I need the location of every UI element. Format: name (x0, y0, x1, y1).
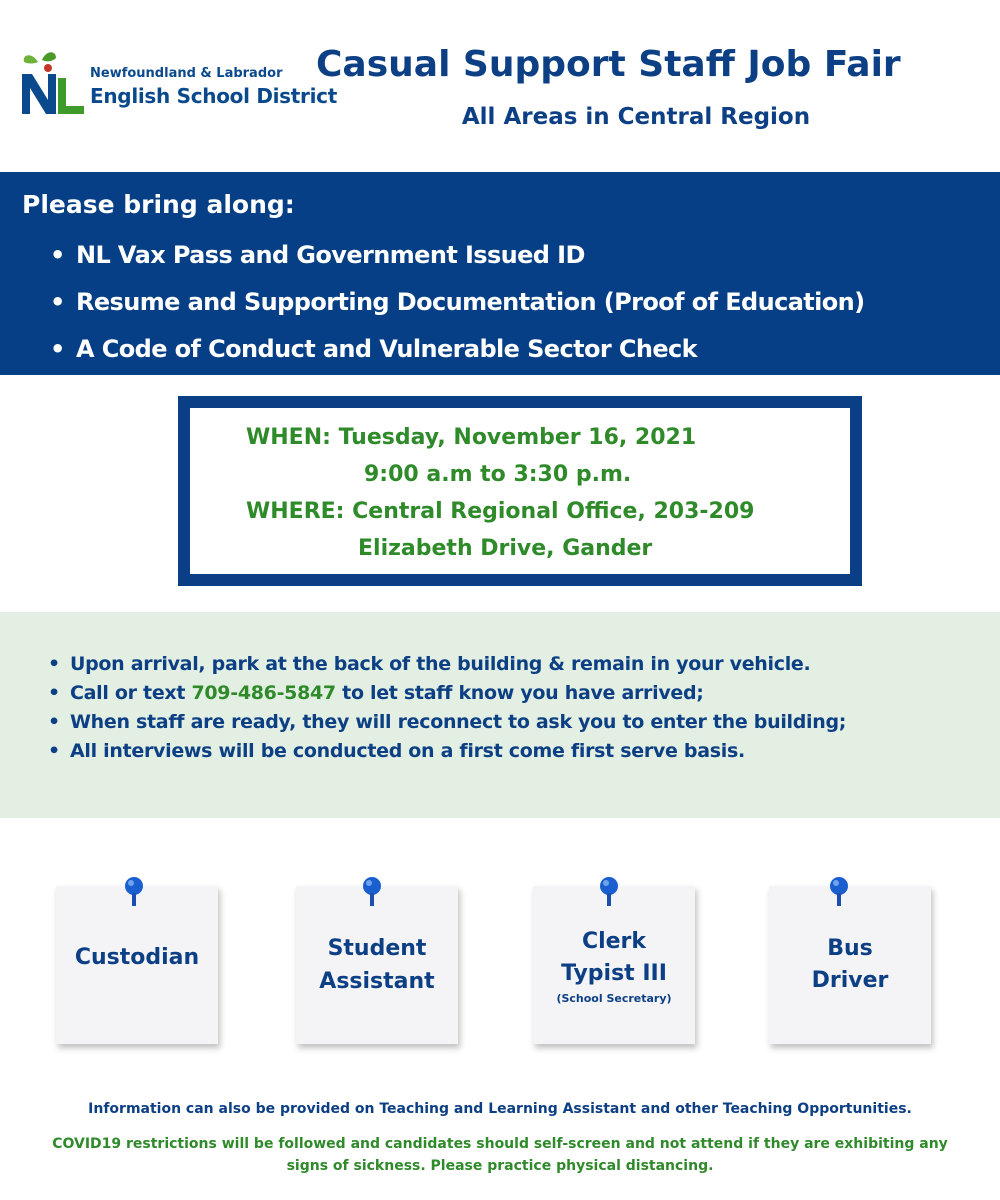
position-title-line2: Driver (811, 968, 889, 993)
logo-text-line2: English School District (90, 84, 337, 108)
when-time: 9:00 a.m to 3:30 p.m. (364, 462, 632, 487)
bring-along-heading: Please bring along: (22, 190, 295, 219)
position-title-line1: Bus (827, 936, 873, 961)
bring-item: • Resume and Supporting Documentation (Proof of Education) (50, 279, 865, 326)
footer-covid-notice: COVID19 restrictions will be followed and candidates should self-screen and not attend if they are exhibiting any signs of sickness. Please practice physical distancing. (52, 1136, 948, 1174)
pushpin-icon (122, 876, 146, 910)
position-note-bus-driver (769, 886, 931, 1044)
bring-item: • A Code of Conduct and Vulnerable Sector Check (50, 326, 865, 373)
position-title-line1: Clerk (581, 929, 647, 954)
instruction-text: Call or text (70, 682, 192, 704)
instruction-item: • When staff are ready, they will reconnect to ask you to enter the building; (48, 708, 846, 737)
phone-number[interactable]: 709-486-5847 (191, 682, 336, 704)
instruction-item (48, 679, 846, 708)
when-date: WHEN: Tuesday, November 16, 2021 (246, 425, 697, 450)
bring-along-section (0, 172, 1000, 375)
where-address: Elizabeth Drive, Gander (358, 536, 653, 561)
arrival-instructions-section (0, 612, 1000, 818)
position-note-student-assistant (296, 886, 458, 1044)
position-note-clerk-typist (533, 886, 695, 1044)
position-title-line2: Assistant (319, 969, 435, 994)
page-title: Casual Support Staff Job Fair (316, 44, 901, 85)
bring-item: • NL Vax Pass and Government Issued ID (50, 232, 865, 279)
pushpin-icon (827, 876, 851, 910)
instruction-item: • Upon arrival, park at the back of the building & remain in your vehicle. (48, 650, 846, 679)
instruction-item: • All interviews will be conducted on a first come first serve basis. (48, 737, 846, 766)
nl-logo-mark-icon (18, 48, 88, 120)
logo-text-line1: Newfoundland & Labrador (90, 66, 283, 81)
position-title-line1: Student (327, 936, 427, 961)
position-note-custodian (56, 886, 218, 1044)
bring-along-list (50, 232, 865, 373)
position-title: Custodian (74, 945, 200, 970)
position-subtitle: (School Secretary) (556, 992, 672, 1005)
footer-info: Information can also be provided on Teaching and Learning Assistant and other Teaching Opportunities. (88, 1101, 912, 1117)
when-where-box (178, 396, 862, 586)
where-location: WHERE: Central Regional Office, 203-209 (246, 499, 755, 524)
arrival-instructions-list (48, 650, 846, 766)
pushpin-icon (597, 876, 621, 910)
district-logo (18, 48, 337, 120)
pushpin-icon (360, 876, 384, 910)
page-subtitle: All Areas in Central Region (461, 104, 811, 130)
instruction-text: to let staff know you have arrived; (335, 682, 704, 704)
position-title-line2: Typist III (561, 961, 667, 986)
